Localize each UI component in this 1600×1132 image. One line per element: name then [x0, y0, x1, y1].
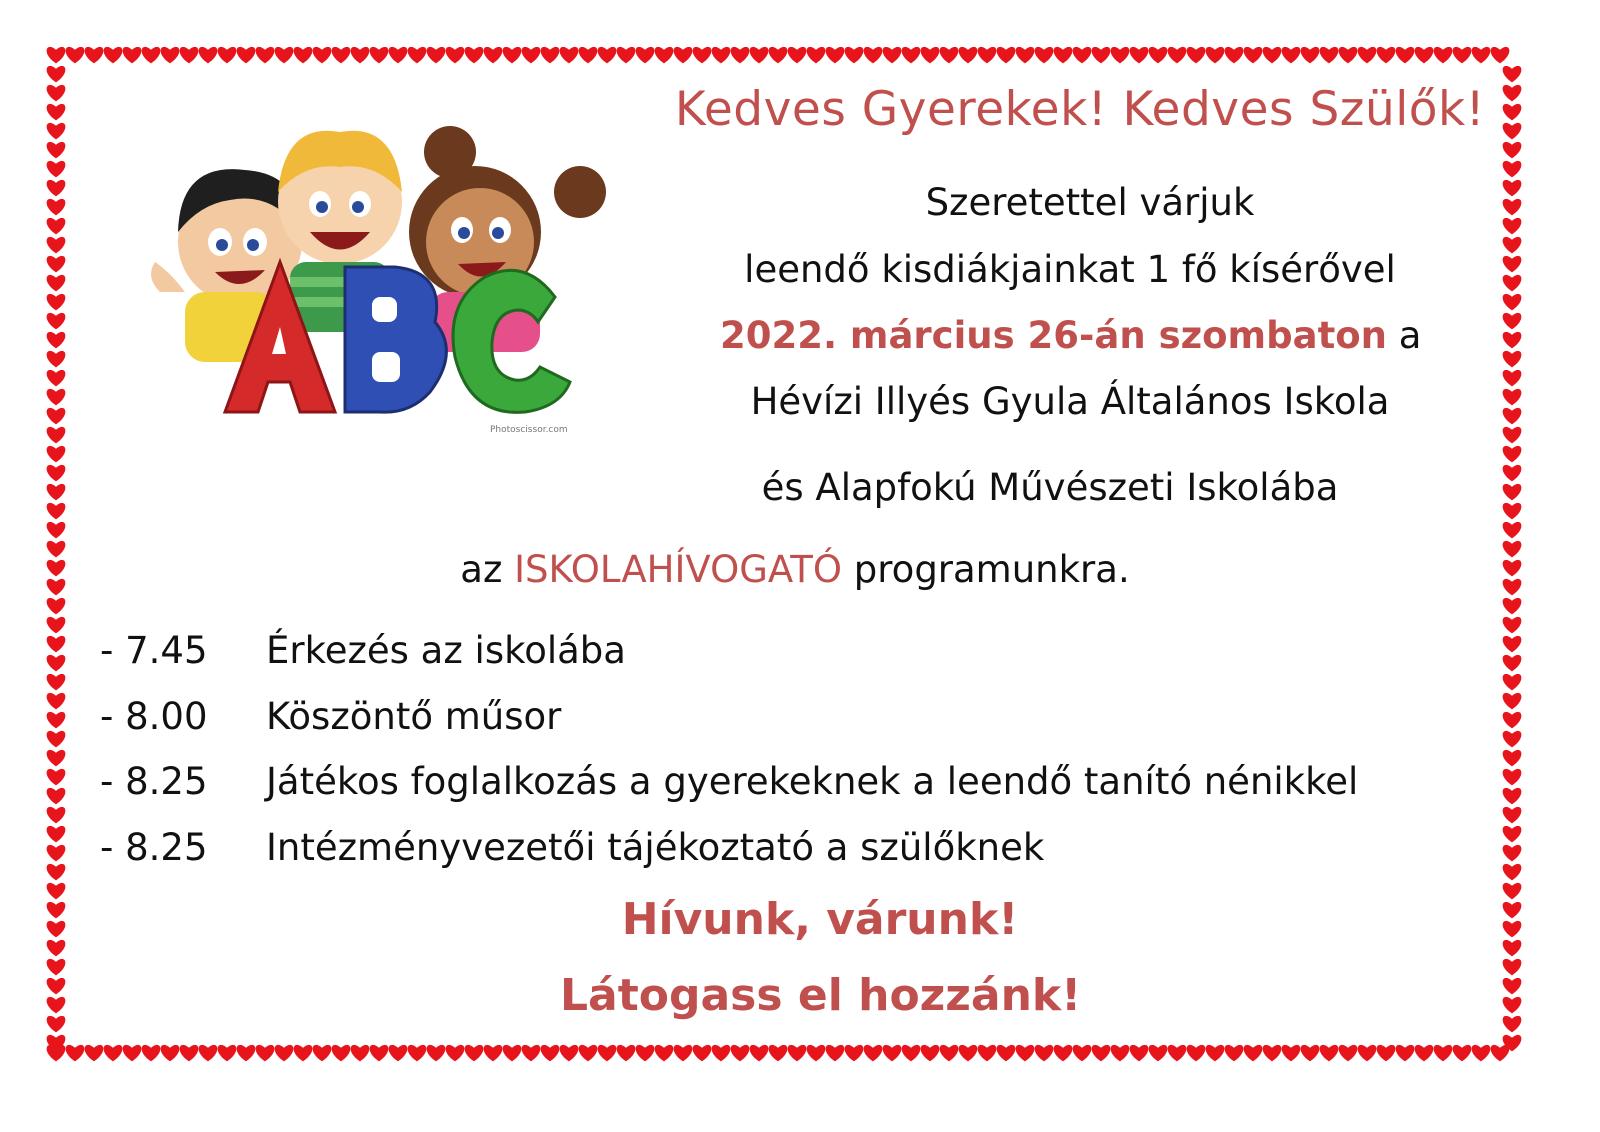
heart-icon — [1503, 788, 1522, 805]
heart-icon — [1225, 47, 1244, 64]
heart-icon — [47, 693, 66, 710]
heart-icon — [1149, 47, 1168, 64]
heart-icon — [674, 1045, 693, 1062]
schedule-item — [100, 628, 626, 674]
heart-icon — [541, 47, 560, 64]
heart-icon — [446, 47, 465, 64]
heart-icon — [579, 47, 598, 64]
heart-icon — [104, 1045, 123, 1062]
heart-icon — [1503, 389, 1522, 406]
heart-icon — [446, 1045, 465, 1062]
heart-icon — [1503, 370, 1522, 387]
heart-icon — [617, 47, 636, 64]
heart-icon — [1503, 921, 1522, 938]
heart-icon — [1503, 1016, 1522, 1033]
heart-icon — [1320, 47, 1339, 64]
heart-icon — [123, 47, 142, 64]
heart-icon — [1503, 560, 1522, 577]
heart-icon — [1453, 47, 1472, 64]
heart-icon — [883, 1045, 902, 1062]
closing-line-2: Látogass el hozzánk! — [560, 970, 1082, 1021]
heart-icon — [1111, 47, 1130, 64]
heart-icon — [161, 1045, 180, 1062]
heart-icon — [1503, 902, 1522, 919]
heart-icon — [1415, 1045, 1434, 1062]
schedule-text: Játékos foglalkozás a gyerekeknek a leendő tanító nénikkel — [266, 760, 1359, 803]
heart-icon — [47, 921, 66, 938]
heart-icon — [47, 408, 66, 425]
heart-icon — [47, 237, 66, 254]
heart-icon — [47, 807, 66, 824]
heart-icon — [47, 180, 66, 197]
heart-icon — [85, 47, 104, 64]
letter-b — [345, 267, 446, 412]
heart-icon — [598, 1045, 617, 1062]
heart-icon — [1503, 541, 1522, 558]
heart-icon — [123, 1045, 142, 1062]
heart-icon — [1503, 731, 1522, 748]
heart-icon — [1054, 47, 1073, 64]
heart-icon — [1472, 1045, 1491, 1062]
heart-icon — [1358, 1045, 1377, 1062]
heart-icon — [1016, 1045, 1035, 1062]
heart-icon — [1358, 47, 1377, 64]
heart-icon — [598, 47, 617, 64]
heart-icon — [1503, 313, 1522, 330]
heart-icon — [180, 47, 199, 64]
kids-abc-illustration — [140, 92, 620, 442]
heart-icon — [47, 47, 66, 64]
heart-icon — [1503, 807, 1522, 824]
heart-icon — [1396, 1045, 1415, 1062]
heart-icon — [294, 1045, 313, 1062]
heart-icon — [1503, 218, 1522, 235]
heart-icon — [47, 541, 66, 558]
invite-suffix: programunkra. — [842, 548, 1130, 591]
schedule-text: Érkezés az iskolába — [266, 629, 626, 672]
heart-icon — [408, 1045, 427, 1062]
invite-prefix: az — [460, 548, 515, 591]
heart-icon — [1206, 1045, 1225, 1062]
heart-icon — [313, 1045, 332, 1062]
heart-icon — [503, 1045, 522, 1062]
heart-icon — [142, 1045, 161, 1062]
heart-icon — [1503, 883, 1522, 900]
heart-icon — [47, 788, 66, 805]
heart-icon — [1503, 408, 1522, 425]
heart-icon — [712, 47, 731, 64]
heart-icon — [47, 883, 66, 900]
heart-icon — [1503, 294, 1522, 311]
heart-icon — [47, 617, 66, 634]
heart-icon — [427, 1045, 446, 1062]
heart-icon — [47, 1016, 66, 1033]
heart-icon — [978, 47, 997, 64]
school-name-line: Hévízi Illyés Gyula Általános Iskola — [750, 380, 1390, 423]
heart-icon — [1092, 1045, 1111, 1062]
heart-icon — [617, 1045, 636, 1062]
heart-icon — [161, 47, 180, 64]
heart-icon — [807, 47, 826, 64]
heart-icon — [1339, 47, 1358, 64]
heart-icon — [1453, 1045, 1472, 1062]
heart-icon — [864, 47, 883, 64]
heart-icon — [1503, 712, 1522, 729]
heart-icon — [693, 47, 712, 64]
heart-icon — [1282, 1045, 1301, 1062]
heart-icon — [1503, 465, 1522, 482]
schedule-text: Intézményvezetői tájékoztató a szülőknek — [266, 826, 1045, 869]
heart-icon — [826, 47, 845, 64]
heart-icon — [959, 1045, 978, 1062]
heart-icon — [199, 1045, 218, 1062]
heart-icon — [1503, 693, 1522, 710]
heart-icon — [1073, 1045, 1092, 1062]
heart-icon — [1016, 47, 1035, 64]
heart-icon — [47, 142, 66, 159]
heart-icon — [1503, 332, 1522, 349]
heart-icon — [712, 1045, 731, 1062]
heart-icon — [47, 959, 66, 976]
heart-icon — [47, 712, 66, 729]
schedule-item — [100, 759, 1358, 805]
heart-icon — [47, 978, 66, 995]
intro-line-date — [720, 313, 1420, 359]
heart-icon — [1092, 47, 1111, 64]
heart-icon — [1301, 1045, 1320, 1062]
heart-icon — [47, 294, 66, 311]
heart-icon — [47, 427, 66, 444]
heart-icon — [883, 47, 902, 64]
heart-icon — [1503, 769, 1522, 786]
heart-icon — [47, 256, 66, 273]
heart-icon — [1503, 256, 1522, 273]
heart-icon — [47, 161, 66, 178]
heart-icon — [1503, 997, 1522, 1014]
heart-icon — [351, 1045, 370, 1062]
heart-icon — [47, 636, 66, 653]
heart-icon — [1434, 47, 1453, 64]
heart-icon — [1503, 978, 1522, 995]
heart-icon — [1073, 47, 1092, 64]
heart-icon — [1206, 47, 1225, 64]
heart-icon — [47, 370, 66, 387]
heart-icon — [1187, 47, 1206, 64]
heart-icon — [769, 1045, 788, 1062]
heart-icon — [1503, 579, 1522, 596]
heart-icon — [997, 1045, 1016, 1062]
heart-icon — [1503, 199, 1522, 216]
intro-line-1: Szeretettel várjuk — [925, 181, 1255, 224]
heart-icon — [1263, 47, 1282, 64]
heart-icon — [47, 769, 66, 786]
invite-line — [405, 547, 1185, 593]
heart-icon — [408, 47, 427, 64]
heart-icon — [370, 47, 389, 64]
heart-icon — [959, 47, 978, 64]
heart-icon — [199, 47, 218, 64]
heart-icon — [47, 389, 66, 406]
heart-icon — [902, 47, 921, 64]
heart-icon — [1503, 845, 1522, 862]
heart-icon — [1503, 142, 1522, 159]
heart-icon — [1130, 1045, 1149, 1062]
heart-icon — [1301, 47, 1320, 64]
heart-icon — [465, 1045, 484, 1062]
heart-icon — [1503, 655, 1522, 672]
heart-icon — [1035, 1045, 1054, 1062]
event-date: 2022. március 26-án szombaton — [720, 314, 1388, 357]
heart-icon — [1503, 180, 1522, 197]
heart-icon — [1503, 275, 1522, 292]
heart-icon — [47, 351, 66, 368]
schedule-text: Köszöntő műsor — [266, 695, 562, 738]
program-name: ISKOLAHÍVOGATÓ — [514, 548, 843, 591]
heart-icon — [674, 47, 693, 64]
heart-icon — [826, 1045, 845, 1062]
heart-icon — [313, 47, 332, 64]
schedule-time: - 8.00 — [100, 695, 208, 738]
heart-icon — [522, 47, 541, 64]
heart-icon — [807, 1045, 826, 1062]
heart-icon — [1503, 636, 1522, 653]
heart-icon — [370, 1045, 389, 1062]
heart-icon — [1503, 674, 1522, 691]
heart-icon — [1263, 1045, 1282, 1062]
heart-icon — [1503, 617, 1522, 634]
heart-icon — [731, 47, 750, 64]
heart-icon — [1111, 1045, 1130, 1062]
heart-icon — [237, 1045, 256, 1062]
heart-icon — [978, 1045, 997, 1062]
heart-icon — [218, 1045, 237, 1062]
heart-icon — [47, 598, 66, 615]
heart-icon — [750, 1045, 769, 1062]
heart-icon — [864, 1045, 883, 1062]
heart-icon — [788, 47, 807, 64]
heart-icon — [1149, 1045, 1168, 1062]
heart-icon — [47, 864, 66, 881]
heart-icon — [560, 47, 579, 64]
page-title: Kedves Gyerekek! Kedves Szülők! — [674, 82, 1486, 137]
heart-icon — [1503, 351, 1522, 368]
heart-icon — [104, 47, 123, 64]
heart-icon — [1472, 47, 1491, 64]
date-suffix: a — [1387, 314, 1422, 357]
heart-icon — [1225, 1045, 1244, 1062]
heart-icon — [47, 313, 66, 330]
heart-icon — [47, 503, 66, 520]
heart-icon — [1503, 484, 1522, 501]
heart-icon — [85, 1045, 104, 1062]
heart-icon — [47, 655, 66, 672]
schedule-time: - 7.45 — [100, 629, 208, 672]
heart-icon — [237, 47, 256, 64]
heart-icon — [1503, 522, 1522, 539]
heart-icon — [1377, 1045, 1396, 1062]
heart-icon — [1035, 47, 1054, 64]
schedule-item — [100, 694, 561, 740]
heart-icon — [1503, 161, 1522, 178]
heart-icon — [47, 731, 66, 748]
heart-icon — [1339, 1045, 1358, 1062]
heart-icon — [997, 47, 1016, 64]
heart-icon — [1415, 47, 1434, 64]
illustration-watermark: Photoscissor.com — [490, 425, 568, 435]
heart-icon — [1503, 237, 1522, 254]
heart-icon — [902, 1045, 921, 1062]
heart-icon — [47, 902, 66, 919]
heart-icon — [845, 47, 864, 64]
heart-icon — [1396, 47, 1415, 64]
heart-icon — [1320, 1045, 1339, 1062]
heart-icon — [47, 750, 66, 767]
heart-icon — [47, 560, 66, 577]
heart-icon — [484, 47, 503, 64]
heart-icon — [788, 1045, 807, 1062]
heart-icon — [47, 123, 66, 140]
heart-icon — [1168, 47, 1187, 64]
heart-icon — [1503, 826, 1522, 843]
heart-icon — [1168, 1045, 1187, 1062]
schedule-item — [100, 825, 1044, 871]
heart-icon — [47, 579, 66, 596]
heart-icon — [541, 1045, 560, 1062]
heart-icon — [579, 1045, 598, 1062]
heart-icon — [47, 66, 66, 83]
heart-icon — [921, 47, 940, 64]
heart-icon — [769, 47, 788, 64]
heart-icon — [750, 47, 769, 64]
heart-icon — [1503, 446, 1522, 463]
heart-icon — [465, 47, 484, 64]
heart-icon — [1503, 959, 1522, 976]
heart-icon — [1503, 940, 1522, 957]
heart-icon — [275, 47, 294, 64]
closing-line-1: Hívunk, várunk! — [621, 894, 1019, 945]
heart-icon — [180, 1045, 199, 1062]
heart-icon — [256, 1045, 275, 1062]
schedule-time: - 8.25 — [100, 760, 208, 803]
heart-icon — [1503, 750, 1522, 767]
heart-icon — [1491, 1045, 1510, 1062]
heart-icon — [47, 940, 66, 957]
heart-icon — [921, 1045, 940, 1062]
heart-icon — [845, 1045, 864, 1062]
heart-icon — [389, 1045, 408, 1062]
heart-icon — [142, 47, 161, 64]
heart-icon — [47, 275, 66, 292]
intro-line-2: leendő kisdiákjainkat 1 fő kísérővel — [744, 248, 1396, 291]
heart-icon — [1503, 503, 1522, 520]
heart-icon — [47, 85, 66, 102]
heart-icon — [218, 47, 237, 64]
heart-icon — [47, 218, 66, 235]
heart-icon — [47, 674, 66, 691]
heart-icon — [1503, 864, 1522, 881]
heart-icon — [1244, 47, 1263, 64]
heart-icon — [731, 1045, 750, 1062]
heart-icon — [1187, 1045, 1206, 1062]
school-name-line-2: és Alapfokú Művészeti Iskolába — [761, 466, 1339, 509]
heart-icon — [47, 845, 66, 862]
heart-icon — [940, 1045, 959, 1062]
heart-icon — [256, 47, 275, 64]
heart-icon — [47, 484, 66, 501]
heart-icon — [484, 1045, 503, 1062]
heart-icon — [66, 1045, 85, 1062]
heart-icon — [1503, 598, 1522, 615]
heart-icon — [47, 826, 66, 843]
heart-icon — [66, 47, 85, 64]
schedule-time: - 8.25 — [100, 826, 208, 869]
heart-icon — [1491, 47, 1510, 64]
heart-icon — [503, 47, 522, 64]
heart-icon — [332, 47, 351, 64]
heart-icon — [1054, 1045, 1073, 1062]
heart-icon — [636, 47, 655, 64]
heart-icon — [47, 997, 66, 1014]
heart-icon — [389, 47, 408, 64]
heart-icon — [1282, 47, 1301, 64]
heart-icon — [693, 1045, 712, 1062]
heart-icon — [47, 522, 66, 539]
heart-icon — [332, 1045, 351, 1062]
heart-icon — [351, 47, 370, 64]
heart-icon — [294, 47, 313, 64]
heart-icon — [47, 199, 66, 216]
heart-icon — [655, 1045, 674, 1062]
heart-icon — [1434, 1045, 1453, 1062]
heart-icon — [560, 1045, 579, 1062]
heart-icon — [47, 446, 66, 463]
heart-icon — [522, 1045, 541, 1062]
girl-right-figure — [409, 126, 606, 352]
heart-icon — [275, 1045, 294, 1062]
heart-icon — [1503, 427, 1522, 444]
heart-icon — [636, 1045, 655, 1062]
heart-icon — [47, 104, 66, 121]
heart-icon — [47, 465, 66, 482]
heart-icon — [940, 47, 959, 64]
heart-icon — [655, 47, 674, 64]
heart-icon — [427, 47, 446, 64]
heart-icon — [1377, 47, 1396, 64]
heart-icon — [1244, 1045, 1263, 1062]
heart-icon — [47, 332, 66, 349]
heart-icon — [1130, 47, 1149, 64]
